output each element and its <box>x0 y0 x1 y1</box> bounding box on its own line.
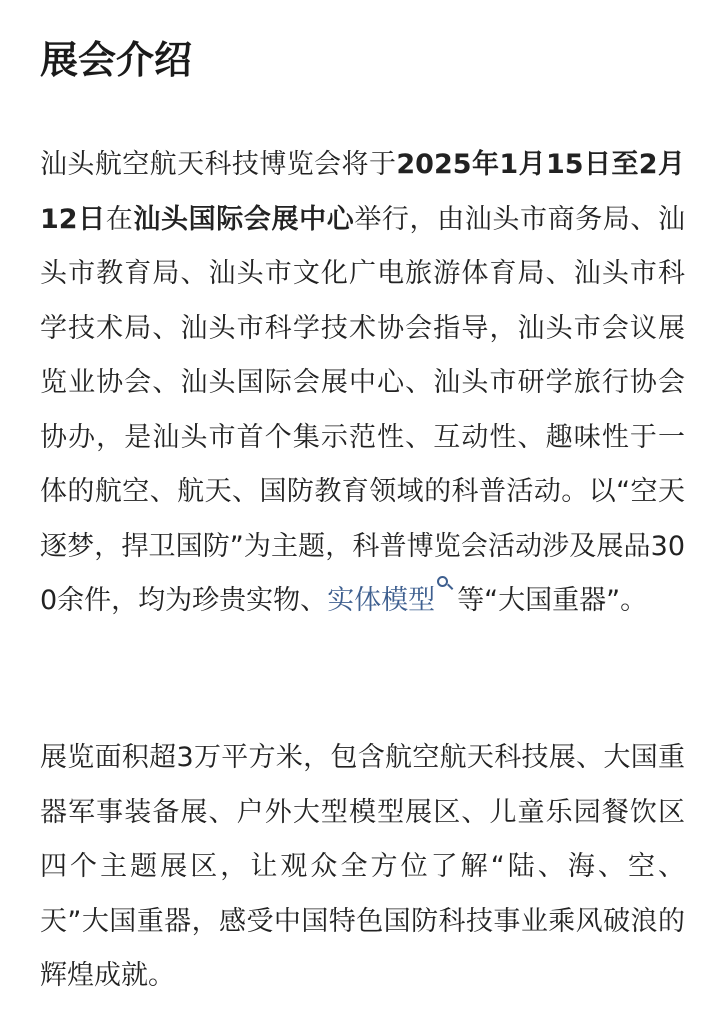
event-dates: 2025年1月15日至2月12日 <box>40 149 685 235</box>
intro-paragraph <box>40 138 685 629</box>
intro-text-2: 在 <box>105 203 134 235</box>
intro-text-4: 等“大国重器”。 <box>457 585 648 616</box>
exhibition-paragraph: 展览面积超3万平方米，包含航空航天科技展、大国重器军事装备展、户外大型模型展区、儿童乐园餐饮区四个主题展区，让观众全方位了解“陆、海、空、天”大国重器，感受中国特色国防科技事业乘风破浪的辉煌成就。 <box>40 742 685 991</box>
event-venue: 汕头国际会展中心 <box>133 203 355 235</box>
entity-model-link[interactable]: 实体模型 <box>327 585 436 616</box>
search-icon[interactable] <box>435 576 453 596</box>
intro-text-3: 举行，由汕头市商务局、汕头市教育局、汕头市文化广电旅游体育局、汕头市科学技术局、汕头市科学技术协会指导，汕头市会议展览业协会、汕头国际会展中心、汕头市研学旅行协会协办，是汕头市首个集示范性、互动性、趣味性于一体的航空、航天、国防教育领域的科普活动。以“空天逐梦，捍卫国防”为主题，科普博览会活动涉及展品300余件，均为珍贵实物、 <box>40 203 686 616</box>
intro-text-1: 汕头航空航天科技博览会将于 <box>40 149 397 180</box>
section-heading: 展会介绍 <box>40 38 193 82</box>
